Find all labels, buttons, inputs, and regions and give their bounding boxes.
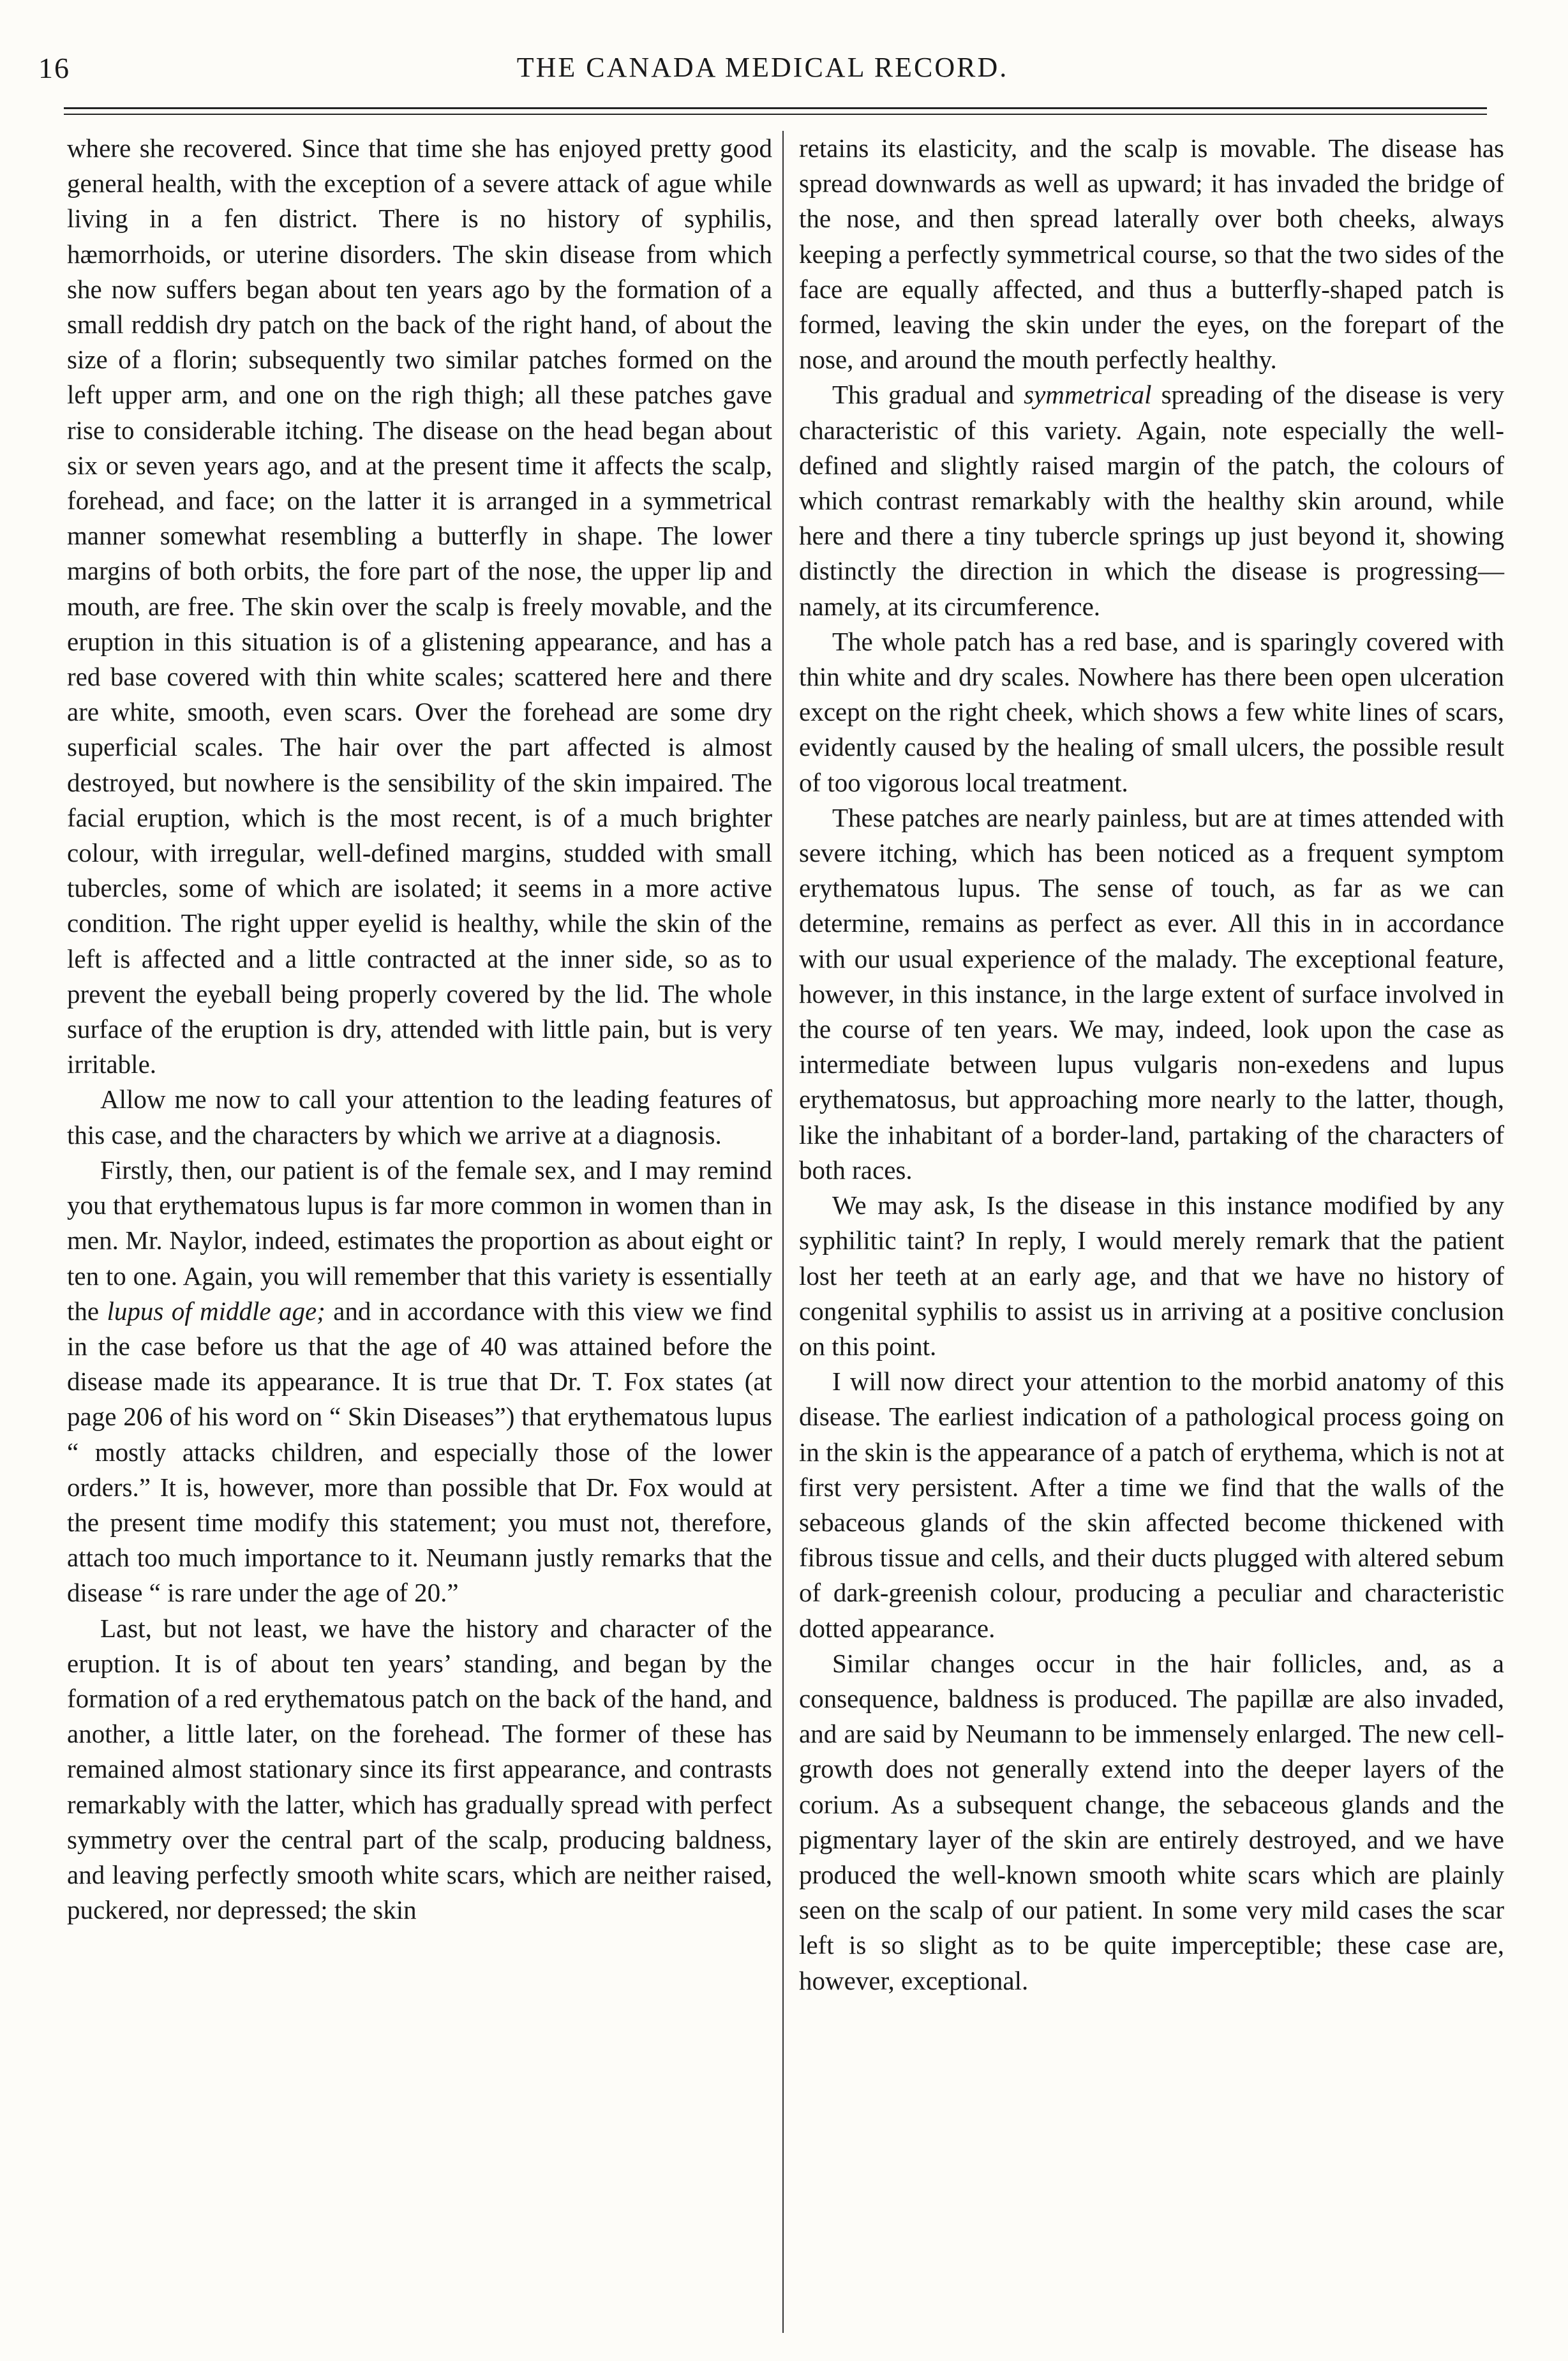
left-paragraph-3-post: and in accordance with this view we find in the case before us that the age of 40 was attained before the disease made its appearance. It is true that Dr. T. Fox states (at page 206 of his word on “ Skin Diseases”) that erythematous lupus “ mostly attacks children, and especially those of the lower orders.” It is, however, more than possible that Dr. Fox would at the present time modify this statement; you must not, therefore, attach too much importance to it. Neumann justly remarks that the disease “ is rare under the age of 20.” — [67, 1296, 773, 1608]
right-paragraph-7: Similar changes occur in the hair follicles, and, as a consequence, baldness is produced. The papillæ are also invaded, and are said by Neumann to be immensely enlarged. The new cell-growth does not generally extend into the deeper layers of the corium. As a subsequent change, the sebaceous glands and the pigmentary layer of the skin are entirely destroyed, and we have produced the well-known smooth white scars which are plainly seen on the scalp of our patient. In some very mild cases the scar left is so slight as to be quite imperceptible; these case are, however, exceptional. — [799, 1648, 1504, 1995]
right-column — [799, 131, 1504, 1998]
page-number: 16 — [38, 52, 70, 84]
left-paragraph-3-pre: Firstly, then, our patient is of the female sex, and I may remind you that erythematous lupus is far more common in women than in men. Mr. Naylor, indeed, estimates the proportion as about eight or ten to one. Again, you will remember that this variety is essentially the — [67, 1155, 772, 1326]
right-paragraph-1: retains its elasticity, and the scalp is movable. The disease has spread downwards as well as upward; it has invaded the bridge of the nose, and then spread laterally over both cheeks, always keeping a perfectly symmetrical course, so that the two sides of the face are equally affected, and thus a butterfly-shaped patch is formed, leaving the skin under the eyes, on the forepart of the nose, and around the mouth perfectly healthy. — [799, 133, 1504, 375]
journal-title: THE CANADA MEDICAL RECORD. — [516, 52, 1009, 83]
left-paragraph-4: Last, but not least, we have the history and character of the eruption. It is of about ten years’ standing, and began by the formation of a red erythematous patch on the back of the hand, and another, a little later, on the forehead. The former of these has remained almost stationary since its first appearance, and contrasts remarkably with the latter, which has gradually spread with perfect symmetry over the central part of the scalp, producing baldness, and leaving perfectly smooth white scars, which are neither raised, puckered, nor depressed; the skin — [67, 1613, 772, 1925]
right-paragraph-4: These patches are nearly painless, but are at times attended with severe itching, which has been noticed as a frequent symptom erythematous lupus. The sense of touch, as far as we can determine, remains as perfect as ever. All this in in accordance with our usual experience of the malady. The exceptional feature, however, in this instance, in the large extent of surface involved in the course of ten years. We may, indeed, look upon the case as intermediate between lupus vulgaris non-exedens and lupus erythematosus, but approaching more nearly to the latter, though, like the inhabitant of a border-land, partaking of the characters of both races. — [799, 802, 1504, 1185]
right-paragraph-6: I will now direct your attention to the morbid anatomy of this disease. The earliest indication of a pathological process going on in the skin is the appearance of a patch of erythema, which is not at first very persistent. After a time we find that the walls of the sebaceous glands of the skin affected become thickened with fibrous tissue and cells, and their ducts plugged with altered sebum of dark-greenish colour, producing a peculiar and characteristic dotted appearance. — [799, 1367, 1504, 1643]
right-paragraph-5: We may ask, Is the disease in this instance modified by any syphilitic taint? In reply, I would merely remark that the patient lost her teeth at an early age, and that we have no history of congenital syphilis to assist us in arriving at a positive conclusion on this point. — [799, 1190, 1504, 1361]
right-paragraph-2-post: spreading of the disease is very characteristic of this variety. Again, note especially the well-defined and slightly raised margin of the patch, the colours of which contrast remarkably with the healthy skin around, while here and there a tiny tubercle springs up just beyond it, showing distinctly the direction in which the disease is progressing—namely, at its circumference. — [799, 380, 1504, 621]
left-paragraph-1: where she recovered. Since that time she has enjoyed pretty good general health, with the exception of a severe attack of ague while living in a fen district. There is no history of syphilis, hæmorrhoids, or uterine disorders. The skin disease from which she now suffers began about ten years ago by the formation of a small reddish dry patch on the back of the right hand, of about the size of a florin; subsequently two similar patches formed on the left upper arm, and one on the righ thigh; all these patches gave rise to considerable itching. The disease on the head began about six or seven years ago, and at the present time it affects the scalp, forehead, and face; on the latter it is arranged in a symmetrical manner somewhat resembling a butterfly in shape. The lower margins of both orbits, the fore part of the nose, the upper lip and mouth, are free. The skin over the scalp is freely movable, and the eruption in this situation is of a glistening appearance, and has a red base covered with thin white scales; scattered here and there are white, smooth, even scars. Over the forehead are some dry superficial scales. The hair over the part affected is almost destroyed, but nowhere is the sensibility of the skin impaired. The facial eruption, which is the most recent, is of a much brighter colour, with irregular, well-defined margins, studded with small tubercles, some of which are isolated; it seems in a more active condition. The right upper eyelid is healthy, while the skin of the left is affected and a little contracted at the inner side, so as to prevent the eyeball being properly covered by the lid. The whole surface of the eruption is dry, attended with little pain, but is very irritable. — [67, 133, 772, 1079]
left-paragraph-3-emphasis: lupus of middle age; — [107, 1296, 325, 1326]
left-paragraph-2: Allow me now to call your attention to the leading features of this case, and the characters by which we arrive at a diagnosis. — [67, 1084, 772, 1150]
right-paragraph-3: The whole patch has a red base, and is sparingly covered with thin white and dry scales. Nowhere has there been open ulceration except on the right cheek, which shows a few white lines of scars, evidently caused by the healing of small ulcers, the possible result of too vigorous local treatment. — [799, 626, 1504, 797]
header-rule-top — [64, 107, 1487, 109]
left-column — [67, 131, 772, 1928]
right-paragraph-2-pre: This gradual and — [832, 380, 1024, 410]
right-paragraph-2 — [799, 377, 1504, 624]
right-paragraph-2-emphasis: symmetrical — [1024, 380, 1152, 410]
column-divider — [782, 131, 784, 2333]
page-header — [38, 51, 1487, 96]
left-paragraph-3 — [67, 1153, 772, 1611]
header-rule-bottom — [64, 114, 1487, 115]
